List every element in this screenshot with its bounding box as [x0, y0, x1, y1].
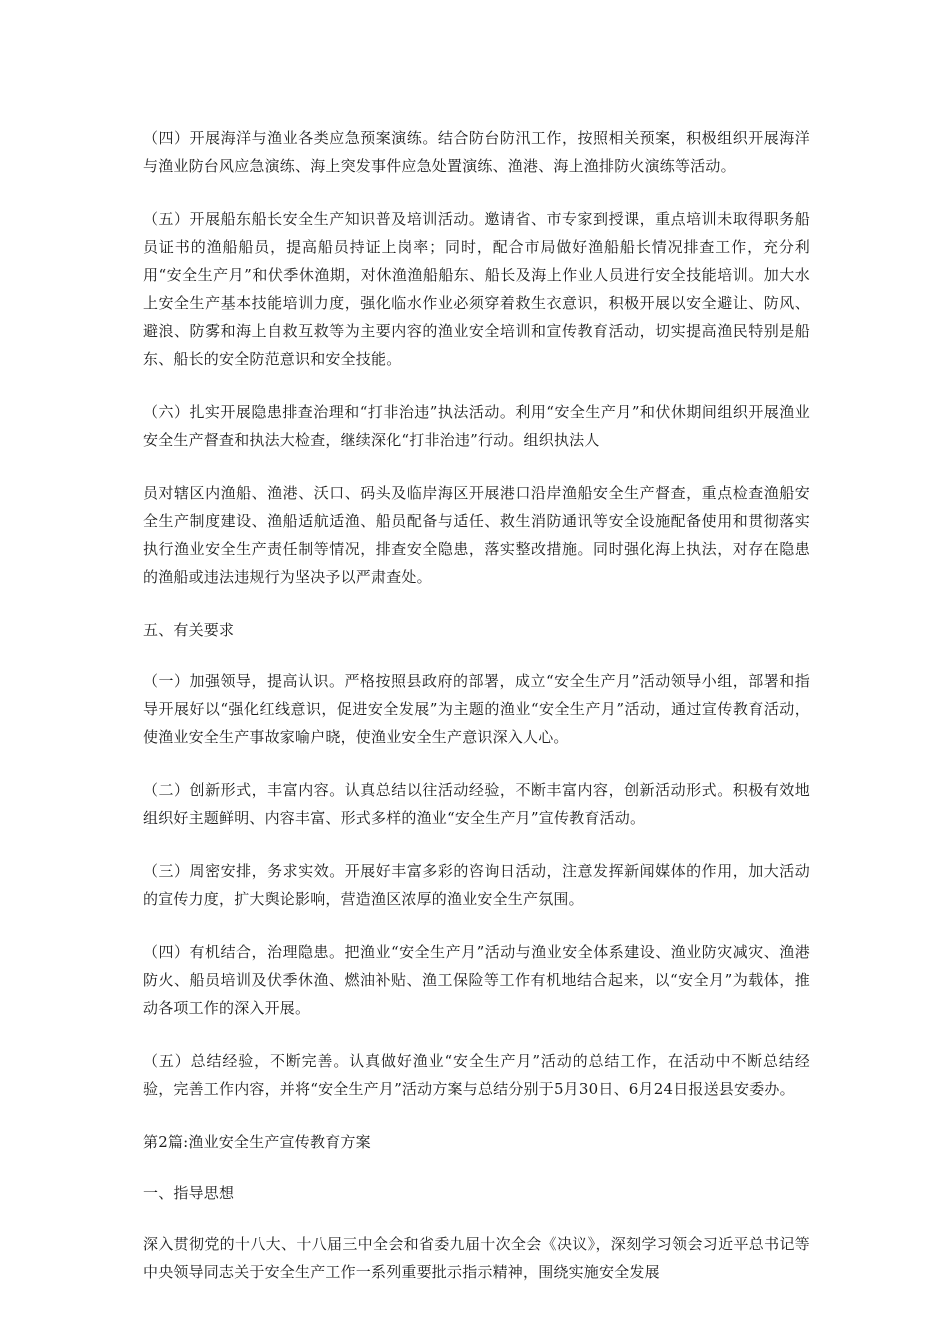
paragraph-requirement-3: （三）周密安排，务求实效。开展好丰富多彩的咨询日活动，注意发挥新闻媒体的作用，加大活动的宣传力度，扩大舆论影响，营造渔区浓厚的渔业安全生产氛围。	[143, 862, 810, 908]
article-title: 第2篇:渔业安全生产宣传教育方案	[143, 1133, 371, 1151]
paragraph-inspection-continued: 员对辖区内渔船、渔港、沃口、码头及临岸海区开展港口沿岸渔船安全生产督查，重点检查渔船安全生产制度建设、渔船适航适渔、船员配备与适任、救生消防通讯等安全设施配备使用和贯彻落实执行渔业安全生产责任制等情况，排查安全隐患，落实整改措施。同时强化海上执法，对存在隐患的渔船或违法违规行为坚决予以严肃查处。	[143, 484, 810, 586]
paragraph-guiding-ideology: 深入贯彻党的十八大、十八届三中全会和省委九届十次全会《决议》，深刻学习领会习近平总书记等中央领导同志关于安全生产工作一系列重要批示指示精神，围绕实施安全发展	[143, 1235, 810, 1281]
section-heading-guiding-ideology: 一、指导思想	[143, 1184, 235, 1202]
paragraph-training: （五）开展船东船长安全生产知识普及培训活动。邀请省、市专家到授课，重点培训未取得职务船员证书的渔船船员，提高船员持证上岗率；同时，配合市局做好渔船船长情况排查工作，充分利用“安全生产月”和伏季休渔期，对休渔渔船船东、船长及海上作业人员进行安全技能培训。加大水上安全生产基本技能培训力度，强化临水作业必须穿着救生衣意识，积极开展以安全避让、防风、避浪、防雾和海上自救互救等为主要内容的渔业安全培训和宣传教育活动，切实提高渔民特别是船东、船长的安全防范意识和安全技能。	[143, 210, 810, 368]
paragraph-inspection: （六）扎实开展隐患排查治理和“打非治违”执法活动。利用“安全生产月”和伏休期间组织开展渔业安全生产督查和执法大检查，继续深化“打非治违”行动。组织执法人	[143, 403, 810, 449]
paragraph-requirement-4: （四）有机结合，治理隐患。把渔业“安全生产月”活动与渔业安全体系建设、渔业防灾减灾、渔港防火、船员培训及伏季休渔、燃油补贴、渔工保险等工作有机地结合起来，以“安全月”为载体，推动各项工作的深入开展。	[143, 943, 810, 1017]
paragraph-requirement-2: （二）创新形式，丰富内容。认真总结以往活动经验，不断丰富内容，创新活动形式。积极有效地组织好主题鲜明、内容丰富、形式多样的渔业“安全生产月”宣传教育活动。	[143, 781, 810, 827]
paragraph-drill: （四）开展海洋与渔业各类应急预案演练。结合防台防汛工作，按照相关预案，积极组织开展海洋与渔业防台风应急演练、海上突发事件应急处置演练、渔港、海上渔排防火演练等活动。	[143, 129, 810, 175]
paragraph-requirement-5: （五）总结经验，不断完善。认真做好渔业“安全生产月”活动的总结工作，在活动中不断总结经验，完善工作内容，并将“安全生产月”活动方案与总结分别于5月30日、6月24日报送县安委办。	[143, 1052, 810, 1098]
section-heading-requirements: 五、有关要求	[143, 621, 235, 639]
paragraph-requirement-1: （一）加强领导，提高认识。严格按照县政府的部署，成立“安全生产月”活动领导小组，部署和指导开展好以“强化红线意识，促进安全发展”为主题的渔业“安全生产月”活动，通过宣传教育活动，使渔业安全生产事故家喻户晓，使渔业安全生产意识深入人心。	[143, 672, 810, 746]
